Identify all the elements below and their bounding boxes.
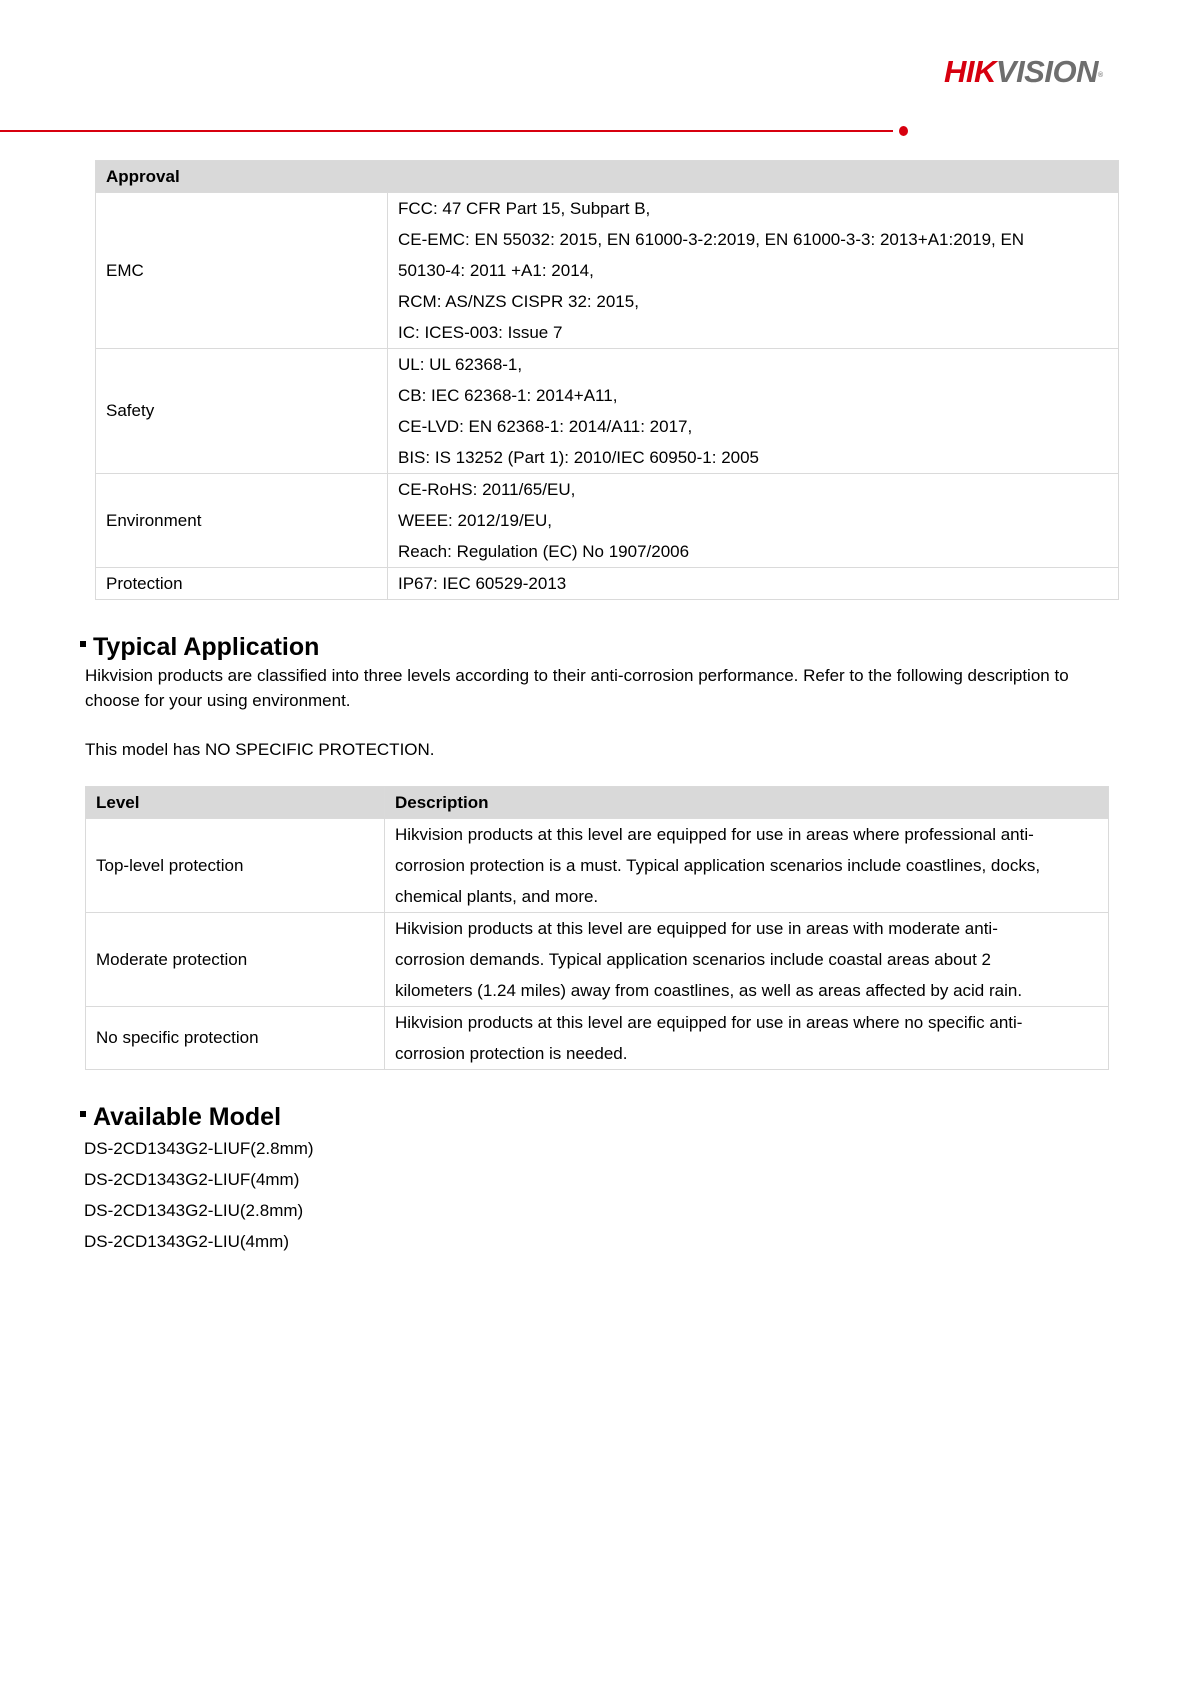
table-row: [86, 819, 1109, 913]
approval-label: Protection: [96, 568, 388, 600]
section-title: Available Model: [93, 1103, 282, 1131]
model-item: DS-2CD1343G2-LIU(2.8mm): [84, 1201, 304, 1220]
description-cell: [385, 1007, 1109, 1070]
model-item: DS-2CD1343G2-LIUF(4mm): [84, 1170, 300, 1189]
description-line: corrosion protection is a must. Typical application scenarios include coastlines, docks,: [395, 856, 1041, 875]
approval-line: BIS: IS 13252 (Part 1): 2010/IEC 60950-1: 2005: [398, 448, 760, 467]
approval-value: [388, 474, 1119, 568]
description-line: kilometers (1.24 miles) away from coastlines, as well as areas affected by acid rain.: [395, 981, 1023, 1000]
level-cell: Top-level protection: [86, 819, 385, 913]
square-bullet-icon: [80, 641, 86, 647]
description-line: Hikvision products at this level are equipped for use in areas with moderate anti-: [395, 919, 998, 938]
registered-mark: ®: [1097, 72, 1103, 79]
approval-value: [388, 349, 1119, 474]
approval-line: IC: ICES-003: Issue 7: [398, 323, 563, 342]
approval-line: CB: IEC 62368-1: 2014+A11,: [398, 386, 618, 405]
description-line: corrosion protection is needed.: [395, 1044, 628, 1063]
table-row: [96, 474, 1119, 568]
hikvision-logo: [944, 54, 1103, 90]
available-model-heading: [80, 1102, 281, 1132]
table-row: [86, 1007, 1109, 1070]
description-cell: [385, 819, 1109, 913]
approval-label: EMC: [96, 193, 388, 349]
level-cell: Moderate protection: [86, 913, 385, 1007]
approval-table: [95, 160, 1119, 600]
model-item: DS-2CD1343G2-LIUF(2.8mm): [84, 1139, 314, 1158]
typical-application-heading: [80, 632, 319, 662]
square-bullet-icon: [80, 1111, 86, 1117]
table-row: [86, 913, 1109, 1007]
column-header-level: Level: [86, 787, 385, 819]
approval-line: CE-RoHS: 2011/65/EU,: [398, 480, 576, 499]
table-row: [96, 568, 1119, 600]
header-divider-line: [0, 130, 893, 132]
approval-value: [388, 193, 1119, 349]
model-protection-note: This model has NO SPECIFIC PROTECTION.: [85, 740, 435, 759]
description-line: chemical plants, and more.: [395, 887, 599, 906]
level-cell: No specific protection: [86, 1007, 385, 1070]
protection-levels-table: [85, 786, 1109, 1070]
description-cell: [385, 913, 1109, 1007]
section-title: Typical Application: [93, 633, 320, 661]
approval-label: Safety: [96, 349, 388, 474]
approval-line: UL: UL 62368-1,: [398, 355, 523, 374]
logo-gray-text: VISION: [995, 54, 1098, 89]
table-row: [96, 193, 1119, 349]
approval-line: FCC: 47 CFR Part 15, Subpart B,: [398, 199, 651, 218]
approval-line: CE-EMC: EN 55032: 2015, EN 61000-3-2:2019, EN 61000-3-3: 2013+A1:2019, EN: [398, 230, 1025, 249]
description-line: Hikvision products at this level are equipped for use in areas where professional anti-: [395, 825, 1034, 844]
header-divider-dot: [899, 126, 908, 136]
approval-line: WEEE: 2012/19/EU,: [398, 511, 553, 530]
logo-red-text: HIK: [944, 54, 996, 89]
table-row: [96, 349, 1119, 474]
approval-line: CE-LVD: EN 62368-1: 2014/A11: 2017,: [398, 417, 693, 436]
approval-line: 50130-4: 2011 +A1: 2014,: [398, 261, 594, 280]
description-line: corrosion demands. Typical application scenarios include coastal areas about 2: [395, 950, 991, 969]
description-line: Hikvision products at this level are equipped for use in areas where no specific anti-: [395, 1013, 1023, 1032]
model-list: [84, 1133, 314, 1257]
approval-line: IP67: IEC 60529-2013: [398, 574, 567, 593]
approval-label: Environment: [96, 474, 388, 568]
typical-application-intro: Hikvision products are classified into three levels according to their anti-corrosion performance. Refer to the following description to choose for your using environment.: [85, 666, 1069, 710]
approval-line: Reach: Regulation (EC) No 1907/2006: [398, 542, 690, 561]
column-header-description: Description: [385, 787, 1109, 819]
approval-line: RCM: AS/NZS CISPR 32: 2015,: [398, 292, 639, 311]
approval-value: [388, 568, 1119, 600]
model-item: DS-2CD1343G2-LIU(4mm): [84, 1232, 289, 1251]
approval-table-header: Approval: [96, 161, 1119, 193]
